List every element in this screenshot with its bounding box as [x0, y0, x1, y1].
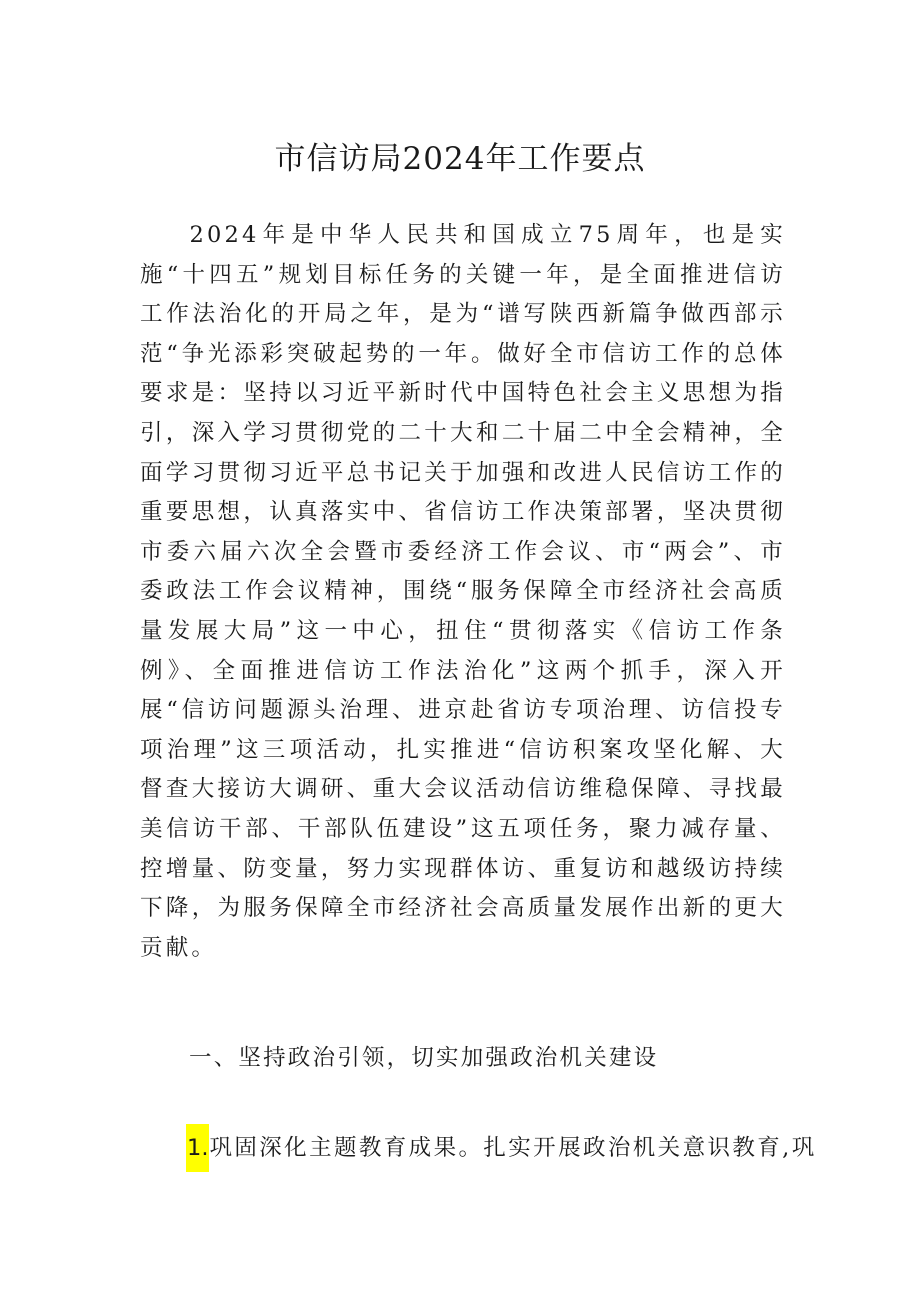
document-title: 市信访局2024年工作要点 [274, 141, 646, 177]
item-text: 巩固深化主题教育成果。扎实开展政治机关意识教育,巩 [209, 1135, 817, 1161]
section-heading: 一、坚持政治引领，切实加强政治机关建设 [189, 1045, 659, 1071]
item-paragraph [186, 1124, 817, 1172]
intro-paragraph: 2024年是中华人民共和国成立75周年，也是实施“十四五”规划目标任务的关键一年，是全面推进信访工作法治化的开局之年，是为“谱写陕西新篇争做西部示范“争光添彩突破起势的一年。做好全市信访工作的总体要求是：坚持以习近平新时代中国特色社会主义思想为指引，深入学习贯彻党的二十大和二十届二中全会精神，全面学习贯彻习近平总书记关于加强和改进人民信访工作的重要思想，认真落实中、省信访工作决策部署，坚决贯彻市委六届六次全会暨市委经济工作会议、市“两会”、市委政法工作会议精神，围绕“服务保障全市经济社会高质量发展大局”这一中心，扭住“贯彻落实《信访工作条例》、全面推进信访工作法治化”这两个抓手，深入开展“信访问题源头治理、进京赴省访专项治理、访信投专项治理”这三项活动，扎实推进“信访积案攻坚化解、大督查大接访大调研、重大会议活动信访维稳保障、寻找最美信访干部、干部队伍建设”这五项任务，聚力减存量、控增量、防变量，努力实现群体访、重复访和越级访持续下降，为服务保障全市经济社会高质量发展作出新的更大贡献。 [140, 222, 786, 961]
highlighted-item-number: 1. [186, 1124, 209, 1172]
